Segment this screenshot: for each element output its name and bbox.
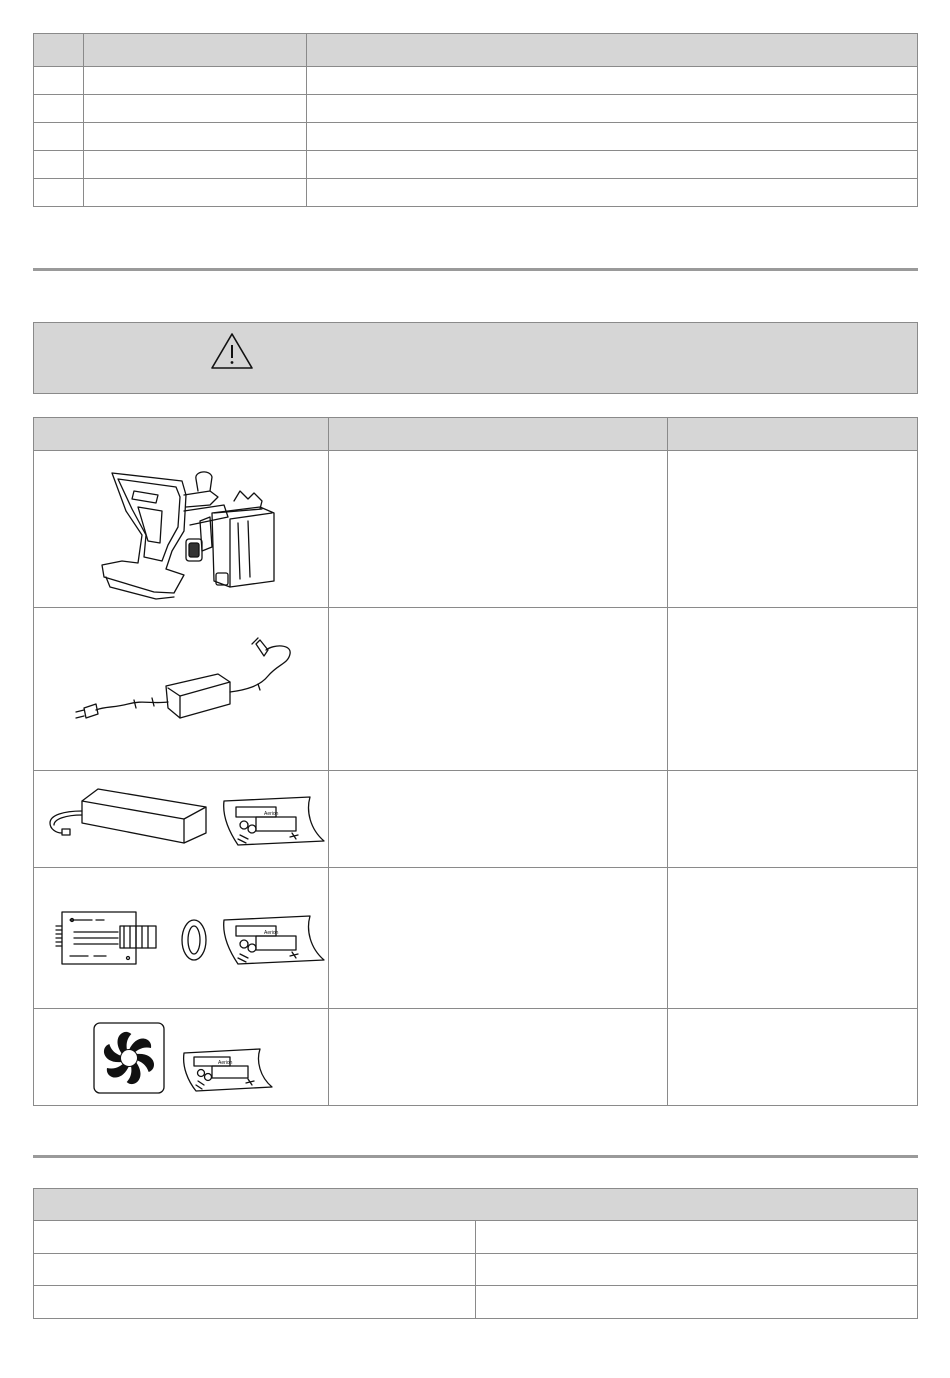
table-cell xyxy=(84,151,307,179)
table-cell xyxy=(34,1254,476,1286)
table-cell xyxy=(34,151,84,179)
warning-triangle-icon xyxy=(210,332,254,370)
power-adapter-illustration xyxy=(34,608,329,771)
table-cell xyxy=(84,67,307,95)
table-header-row xyxy=(34,34,918,67)
section-divider xyxy=(33,1155,918,1158)
part-number xyxy=(668,868,918,1009)
table-cell xyxy=(34,1221,476,1254)
overlay-brand-text: Aerion xyxy=(264,930,279,936)
column-header xyxy=(329,418,668,451)
table-cell xyxy=(34,1286,476,1319)
table-row xyxy=(34,1254,918,1286)
table-cell xyxy=(476,1286,918,1319)
overlay-brand-text: Aerion xyxy=(264,811,279,817)
table-cell xyxy=(307,179,918,207)
table-row xyxy=(34,67,918,95)
fan-overlay-illustration xyxy=(34,1009,329,1106)
table-row xyxy=(34,1009,918,1106)
table-row xyxy=(34,179,918,207)
table-cell xyxy=(476,1221,918,1254)
column-header xyxy=(34,418,329,451)
part-number xyxy=(668,1009,918,1106)
table-cell xyxy=(34,179,84,207)
table-cell xyxy=(34,67,84,95)
table-row xyxy=(34,608,918,771)
circuit-board-illustration xyxy=(34,868,329,1009)
part-description xyxy=(329,771,668,868)
part-description xyxy=(329,608,668,771)
table-cell xyxy=(84,123,307,151)
parts-table xyxy=(33,417,918,1106)
column-header xyxy=(34,34,84,67)
table-cell xyxy=(34,123,84,151)
table-cell xyxy=(307,151,918,179)
table-cell xyxy=(84,95,307,123)
part-number xyxy=(668,451,918,608)
table-cell xyxy=(307,67,918,95)
table-row xyxy=(34,868,918,1009)
table-row xyxy=(34,151,918,179)
part-description xyxy=(329,868,668,1009)
table-cell xyxy=(84,179,307,207)
table-row xyxy=(34,95,918,123)
table-row xyxy=(34,1286,918,1319)
bottom-table xyxy=(33,1188,918,1319)
column-header xyxy=(84,34,307,67)
part-description xyxy=(329,451,668,608)
section-divider xyxy=(33,268,918,271)
table-row xyxy=(34,771,918,868)
table-cell xyxy=(307,95,918,123)
bracket-clamp-illustration xyxy=(34,451,329,608)
column-header xyxy=(307,34,918,67)
part-description xyxy=(329,1009,668,1106)
table-row xyxy=(34,123,918,151)
table-header-row xyxy=(34,418,918,451)
part-number xyxy=(668,608,918,771)
battery-overlay-illustration xyxy=(34,771,329,868)
table-row xyxy=(34,1221,918,1254)
table-header-row xyxy=(34,1189,918,1221)
part-number xyxy=(668,771,918,868)
table-row xyxy=(34,451,918,608)
column-header xyxy=(668,418,918,451)
table-cell xyxy=(476,1254,918,1286)
table-cell xyxy=(34,95,84,123)
overlay-brand-text: Aerion xyxy=(218,1060,233,1066)
top-table xyxy=(33,33,918,207)
warning-box xyxy=(33,322,918,394)
table-header xyxy=(34,1189,918,1221)
table-cell xyxy=(307,123,918,151)
